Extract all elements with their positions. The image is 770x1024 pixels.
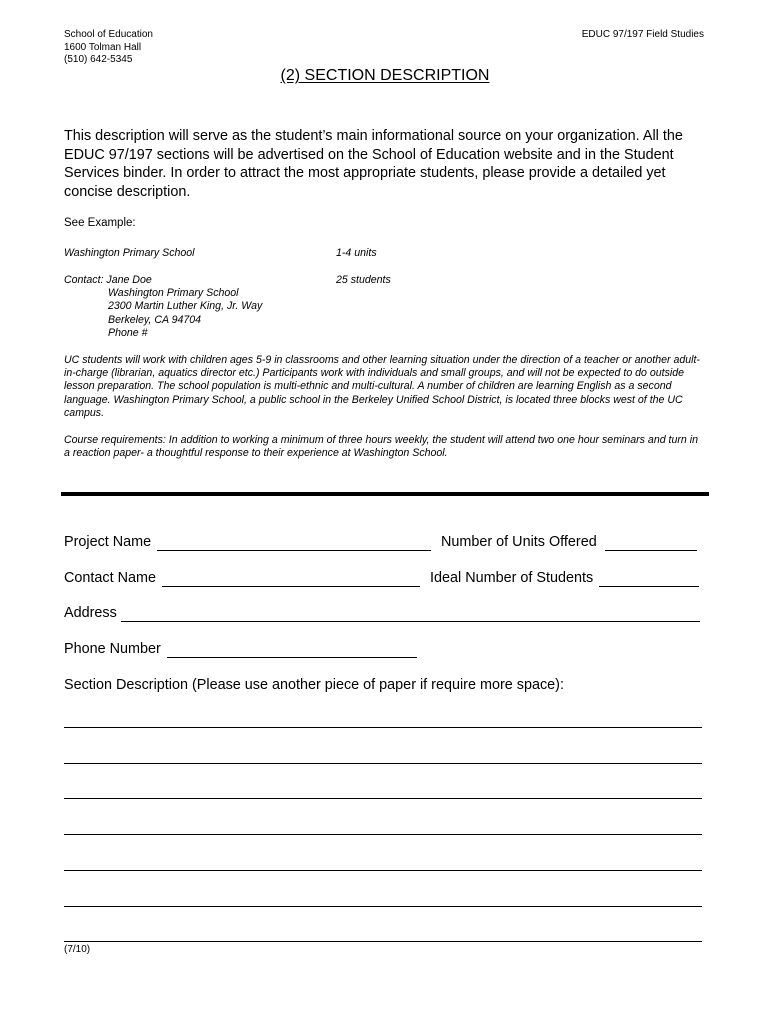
revision-date: (7/10): [64, 944, 91, 955]
example-contact-name: Contact: Jane Doe: [64, 274, 152, 286]
example-school: Washington Primary School: [64, 247, 195, 259]
contact-line: 2300 Martin Luther King, Jr. Way: [108, 300, 263, 313]
description-line[interactable]: [64, 763, 702, 764]
contact-line: Washington Primary School: [108, 287, 239, 300]
address-input[interactable]: [121, 607, 700, 622]
contact-name-input[interactable]: [162, 572, 420, 587]
school-street: 1600 Tolman Hall: [64, 41, 142, 53]
contact-line: Berkeley, CA 94704: [108, 313, 202, 326]
course-name: EDUC 97/197 Field Studies: [581, 29, 704, 40]
ideal-students-label: Ideal Number of Students: [430, 570, 594, 586]
school-phone: (510) 642-5345: [64, 54, 133, 65]
example-units: 1-4 units: [336, 247, 377, 259]
description-line[interactable]: [64, 941, 702, 942]
description-line[interactable]: [64, 906, 702, 907]
ideal-students-input[interactable]: [599, 572, 699, 587]
school-name: School of Education: [64, 29, 153, 40]
example-students: 25 students: [336, 274, 391, 286]
example-requirements: Course requirements: In addition to working a minimum of three hours weekly, the student will attend two one hour seminars and turn in a reaction paper- a thoughtful response to their experience at Washington School.: [64, 434, 698, 460]
description-line[interactable]: [64, 798, 702, 799]
intro-paragraph: This description will serve as the student’s main informational source on your organization. All the EDUC 97/197 sections will be advertised on the School of Education website and in the Student Services binder. In order to attract the most appropriate students, please provide a detailed yet concise description.: [64, 128, 683, 200]
contact-line: Phone #: [108, 326, 148, 339]
phone-field: [64, 641, 417, 658]
contact-name-field: [64, 570, 420, 587]
contact-name-label: Contact Name: [64, 570, 156, 586]
units-offered-input[interactable]: [605, 536, 697, 551]
page-title: (2) SECTION DESCRIPTION: [280, 67, 490, 84]
project-name-field: [64, 534, 431, 551]
units-offered-label: Number of Units Offered: [441, 534, 597, 550]
phone-label: Phone Number: [64, 641, 161, 657]
address-label: Address: [64, 605, 117, 621]
section-divider: [61, 492, 709, 496]
example-label: See Example:: [64, 217, 136, 229]
project-name-label: Project Name: [64, 534, 152, 550]
example-description: UC students will work with children ages 5-9 in classrooms and other learning situation under the direction of a teacher or another adult-in-charge (librarian, aquatics director etc.) Participants work with individuals and small groups, and will not be expected to do outside lesson preparation. The school population is multi-ethnic and multi-cultural. A number of children are learning English as a second language. Washington Primary School, a public school in the Berkeley Unified School District, is located three blocks west of the UC campus.: [64, 354, 700, 419]
school-address-block: [64, 29, 153, 67]
project-name-input[interactable]: [157, 536, 431, 551]
section-description-label: Section Description (Please use another piece of paper if require more space):: [64, 677, 564, 693]
description-line[interactable]: [64, 834, 702, 835]
description-line[interactable]: [64, 870, 702, 871]
units-offered-field: [441, 534, 697, 551]
example-contact-address: [64, 287, 262, 340]
address-field: [64, 605, 700, 622]
example-contact: [64, 274, 262, 340]
ideal-students-field: [430, 570, 699, 587]
phone-input[interactable]: [167, 643, 417, 658]
description-line[interactable]: [64, 727, 702, 728]
